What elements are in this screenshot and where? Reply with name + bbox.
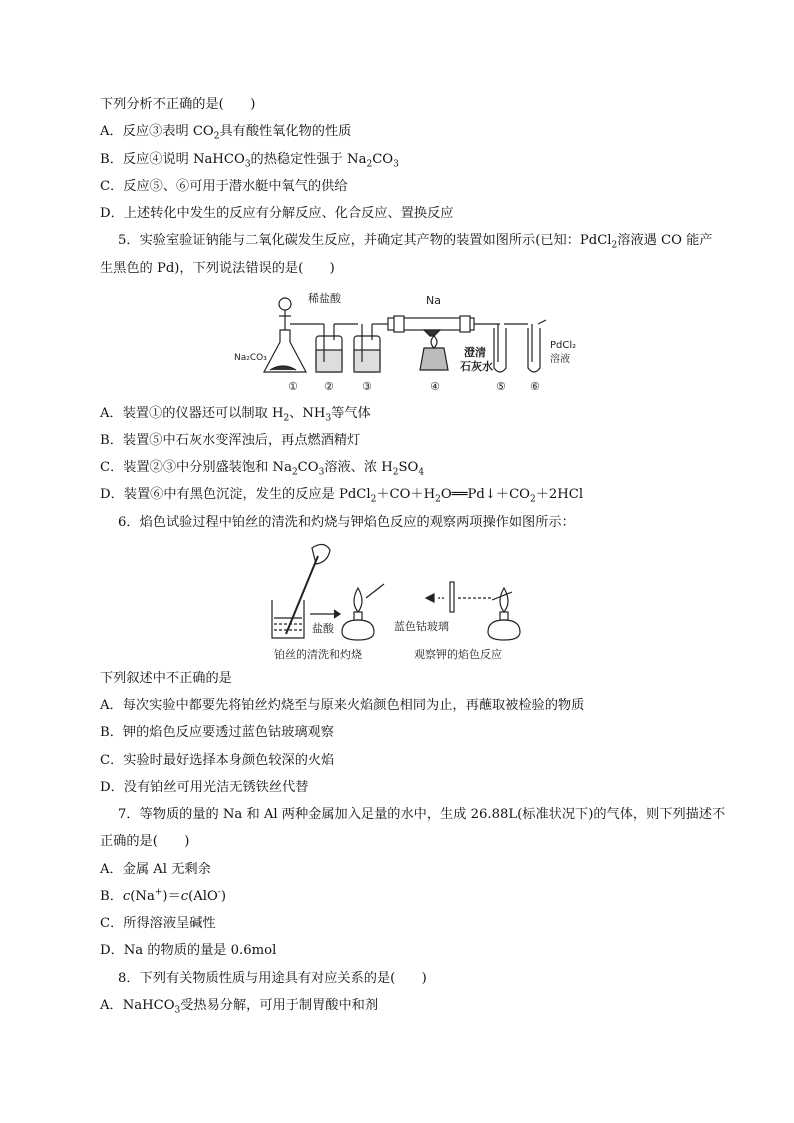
eye-icon — [426, 594, 434, 602]
label-5: ⑤ — [496, 380, 506, 393]
lamp-2 — [488, 620, 520, 640]
q5-option-b: B．装置⑤中石灰水变浑浊后，再点燃酒精灯 — [100, 433, 361, 448]
q4-option-d: D．上述转化中发生的反应有分解反应、化合反应、置换反应 — [100, 206, 454, 221]
q5-stem-line2: 生黑色的 Pd)，下列说法错误的是( ) — [100, 261, 335, 276]
q5-option-c: C．装置②③中分别盛装饱和 $Na_2CO_3$溶液、浓 $H_2SO_4$ — [100, 460, 425, 478]
q7-option-c: C．所得溶液呈碱性 — [100, 916, 216, 931]
alcohol-lamp — [420, 348, 448, 370]
test-tube-5 — [494, 328, 506, 372]
flame-test-figure — [266, 540, 596, 666]
q4-option-b: B．反应④说明 NaHCO$_3$的热稳定性强于 $Na_2CO_3$ — [100, 152, 399, 170]
q7-option-b: B．c(Na+)＝c(AlO-) — [100, 887, 227, 904]
lamp-1 — [342, 620, 374, 640]
q7-stem-line1: 7．等物质的量的 Na 和 Al 两种金属加入足量的水中，生成 26.88L(标准状况下)的气体，则下列描述不 — [118, 807, 726, 822]
label-acid: 稀盐酸 — [308, 292, 341, 305]
q5-option-a: A．装置①的仪器还可以制取 $H_2$、$NH_3$等气体 — [100, 406, 371, 424]
q7-option-a: A．金属 Al 无剩余 — [100, 862, 211, 877]
q5-option-d: D．装置⑥中有黑色沉淀，发生的反应是 $PdCl_2+CO+H_2O══Pd↓+CO_2+2HCl$ — [100, 487, 584, 505]
caption-observe: 观察钾的焰色反应 — [414, 648, 502, 661]
q7-option-d: D．Na 的物质的量是 0.6mol — [100, 943, 277, 958]
q4-stem: 下列分析不正确的是( ) — [100, 97, 256, 112]
label-4: ④ — [430, 380, 440, 393]
q4-option-a: A．反应③表明 $CO_2$具有酸性氧化物的性质 — [100, 124, 352, 142]
q6-subquestion: 下列叙述中不正确的是 — [100, 671, 232, 686]
beaker — [272, 600, 304, 638]
label-pdcl2-1: PdCl₂ — [550, 340, 577, 351]
cobalt-glass — [450, 582, 454, 612]
label-limewater-1: 澄清 — [464, 346, 486, 359]
q7-stem-line2: 正确的是( ) — [100, 834, 190, 849]
label-limewater-2: 石灰水 — [460, 360, 493, 373]
q6-option-b: B．钾的焰色反应要透过蓝色钴玻璃观察 — [100, 725, 334, 740]
q5-stem-line1: 5．实验室验证钠能与二氧化碳发生反应，并确定其产物的装置如图所示(已知：PdCl$_2$溶液遇 CO 能产 — [118, 233, 713, 251]
q8-option-a: A．NaHCO$_3$受热易分解，可用于制胃酸中和剂 — [100, 998, 379, 1016]
label-pdcl2-2: 溶液 — [550, 354, 570, 365]
label-na: Na — [426, 294, 441, 307]
q4-option-c: C．反应⑤、⑥可用于潜水艇中氧气的供给 — [100, 179, 348, 194]
label-6: ⑥ — [530, 380, 540, 393]
test-tube-6 — [528, 328, 540, 372]
hand — [312, 544, 330, 564]
q6-option-d: D．没有铂丝可用光洁无锈铁丝代替 — [100, 780, 309, 795]
label-cobalt-glass: 蓝色钴玻璃 — [394, 620, 449, 633]
label-1: ① — [288, 380, 298, 393]
q6-option-c: C．实验时最好选择本身颜色较深的火焰 — [100, 753, 335, 768]
apparatus-figure — [228, 290, 588, 400]
label-3: ③ — [362, 380, 372, 393]
q6-option-a: A．每次实验中都要先将铂丝灼烧至与原来火焰颜色相同为止，再蘸取被检验的物质 — [100, 698, 585, 713]
label-hcl: 盐酸 — [312, 622, 334, 635]
q8-stem: 8．下列有关物质性质与用途具有对应关系的是( ) — [118, 971, 427, 986]
q6-stem: 6．焰色试验过程中铂丝的清洗和灼烧与钾焰色反应的观察两项操作如图所示： — [118, 515, 575, 530]
label-na2co3: Na₂CO₃ — [234, 353, 267, 363]
label-2: ② — [324, 380, 334, 393]
caption-cleaning: 铂丝的清洗和灼烧 — [274, 648, 362, 661]
funnel-bulb — [279, 298, 291, 310]
